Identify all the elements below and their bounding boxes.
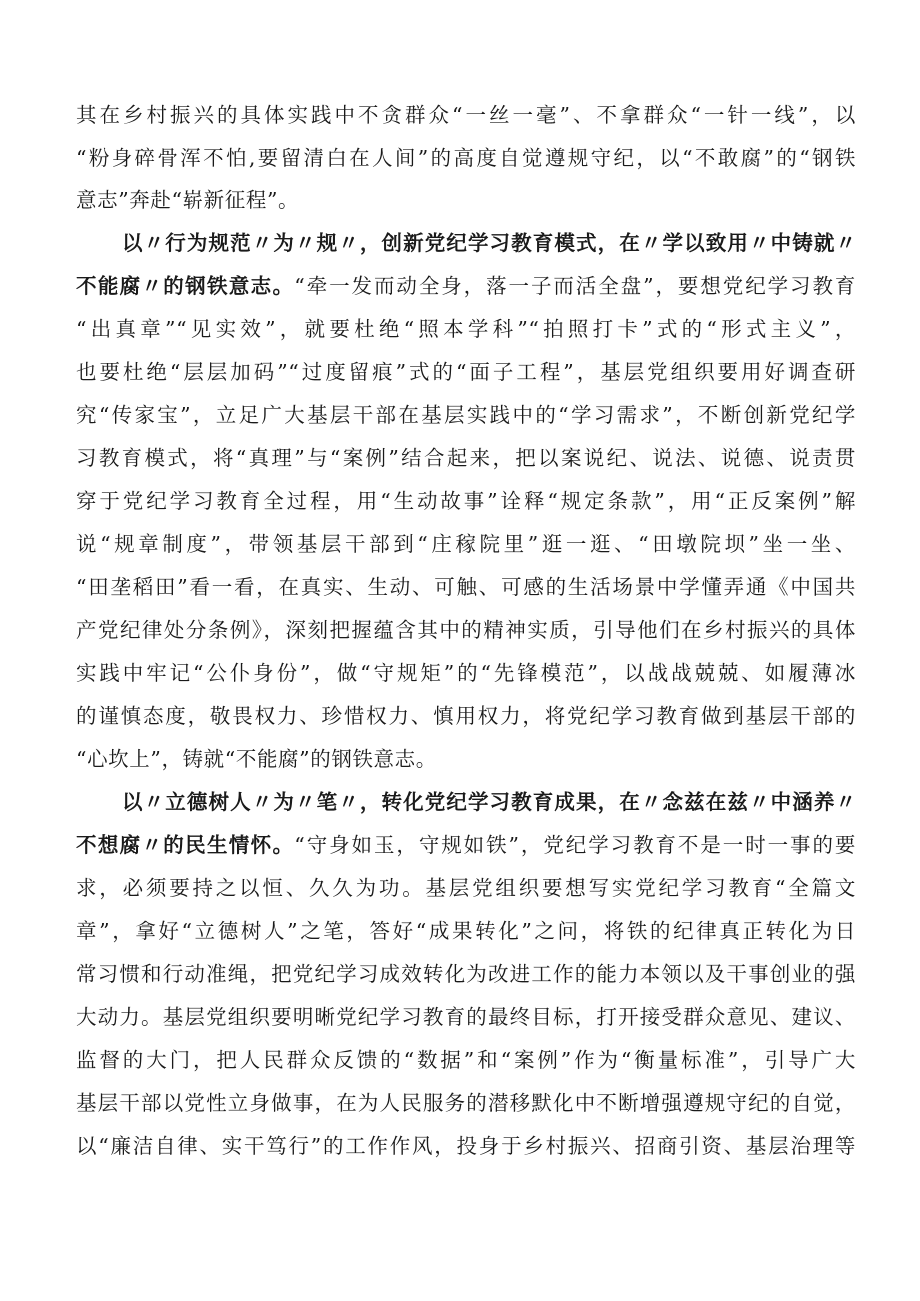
paragraph-2-line-8 xyxy=(76,528,856,560)
paragraph-1-line-3 xyxy=(76,184,856,216)
paragraph-3-line-7 xyxy=(76,1044,856,1076)
body-text: “守身如玉，守规如铁”，党纪学习教育不是一时一事的要 xyxy=(294,833,857,857)
body-text: “田垄稻田”看一看，在真实、生动、可触、可感的生活场景中学懂弄通《中国共 xyxy=(76,575,856,599)
body-text: “粉身碎骨浑不怕,要留清白在人间”的高度自觉遵规守纪，以“不敢腐”的“钢铁 xyxy=(76,146,856,170)
section-heading: 以〃立德树人〃为〃笔〃，转化党纪学习教育成果，在〃念兹在兹〃中涵养〃 xyxy=(122,790,856,814)
paragraph-3-line-8 xyxy=(76,1087,856,1119)
body-text: 以“廉洁自律、实干笃行”的工作作风，投身于乡村振兴、招商引资、基层治理等 xyxy=(76,1134,856,1158)
paragraph-2-line-5 xyxy=(76,399,856,431)
body-text: “出真章”“见实效”，就要杜绝“照本学科”“拍照打卡”式的“形式主义”， xyxy=(76,317,856,341)
body-text: 穿于党纪学习教育全过程，用“生动故事”诠释“规定条款”，用“正反案例”解 xyxy=(76,489,856,513)
paragraph-3-heading-line-1 xyxy=(122,786,856,818)
body-text: 产党纪律处分条例》，深刻把握蕴含其中的精神实质，引导他们在乡村振兴的具体 xyxy=(76,618,856,642)
paragraph-3-line-4 xyxy=(76,915,856,947)
paragraph-2-line-12 xyxy=(76,700,856,732)
body-text: 究“传家宝”，立足广大基层干部在基层实践中的“学习需求”，不断创新党纪学 xyxy=(76,403,856,427)
paragraph-1-line-2 xyxy=(76,142,856,174)
body-text: 常习惯和行动准绳，把党纪学习成效转化为改进工作的能力本领以及干事创业的强 xyxy=(76,962,856,986)
paragraph-3-line-3 xyxy=(76,872,856,904)
body-text: “牵一发而动全身，落一子而活全盘”，要想党纪学习教育 xyxy=(294,274,857,298)
paragraph-2-line-3 xyxy=(76,313,856,345)
body-text: 的谨慎态度，敬畏权力、珍惜权力、慎用权力，将党纪学习教育做到基层干部的 xyxy=(76,704,856,728)
body-text: “心坎上”，铸就“不能腐”的钢铁意志。 xyxy=(76,747,437,771)
body-text: 大动力。基层党组织要明晰党纪学习教育的最终目标，打开接受群众意见、建议、 xyxy=(76,1005,856,1029)
body-text: 习教育模式，将“真理”与“案例”结合起来，把以案说纪、说法、说德、说责贯 xyxy=(76,446,856,470)
paragraph-2-line-11 xyxy=(76,657,856,689)
body-text: 章”，拿好“立德树人”之笔，答好“成果转化”之问，将铁的纪律真正转化为日 xyxy=(76,919,856,943)
body-text: 说“规章制度”，带领基层干部到“庄稼院里”逛一逛、“田墩院坝”坐一坐、 xyxy=(76,532,856,556)
paragraph-2-line-6 xyxy=(76,442,856,474)
paragraph-1-line-1 xyxy=(76,99,856,131)
paragraph-2-line-2 xyxy=(76,270,856,302)
body-text: 也要杜绝“层层加码”“过度留痕”式的“面子工程”，基层党组织要用好调查研 xyxy=(76,360,856,384)
section-heading: 不能腐〃的钢铁意志。 xyxy=(76,274,295,298)
body-text: 基层干部以党性立身做事，在为人民服务的潜移默化中不断增强遵规守纪的自觉， xyxy=(76,1091,856,1115)
paragraph-3-line-9 xyxy=(76,1130,856,1162)
paragraph-3-line-6 xyxy=(76,1001,856,1033)
section-heading: 不想腐〃的民生情怀。 xyxy=(76,833,295,857)
body-text: 监督的大门，把人民群众反馈的“数据”和“案例”作为“衡量标准”，引导广大 xyxy=(76,1048,856,1072)
paragraph-3-line-5 xyxy=(76,958,856,990)
paragraph-3-line-2 xyxy=(76,829,856,861)
paragraph-2-heading-line-1 xyxy=(122,227,856,259)
body-text: 意志”奔赴“崭新征程”。 xyxy=(76,188,300,212)
paragraph-2-line-13 xyxy=(76,743,856,775)
section-heading: 以〃行为规范〃为〃规〃，创新党纪学习教育模式，在〃学以致用〃中铸就〃 xyxy=(122,231,856,255)
paragraph-2-line-10 xyxy=(76,614,856,646)
paragraph-2-line-9 xyxy=(76,571,856,603)
body-text: 实践中牢记“公仆身份”，做“守规矩”的“先锋模范”，以战战兢兢、如履薄冰 xyxy=(76,661,856,685)
body-text: 其在乡村振兴的具体实践中不贪群众“一丝一毫”、不拿群众“一针一线”，以 xyxy=(76,103,856,127)
body-text: 求，必须要持之以恒、久久为功。基层党组织要想写实党纪学习教育“全篇文 xyxy=(76,876,856,900)
paragraph-2-line-4 xyxy=(76,356,856,388)
paragraph-2-line-7 xyxy=(76,485,856,517)
